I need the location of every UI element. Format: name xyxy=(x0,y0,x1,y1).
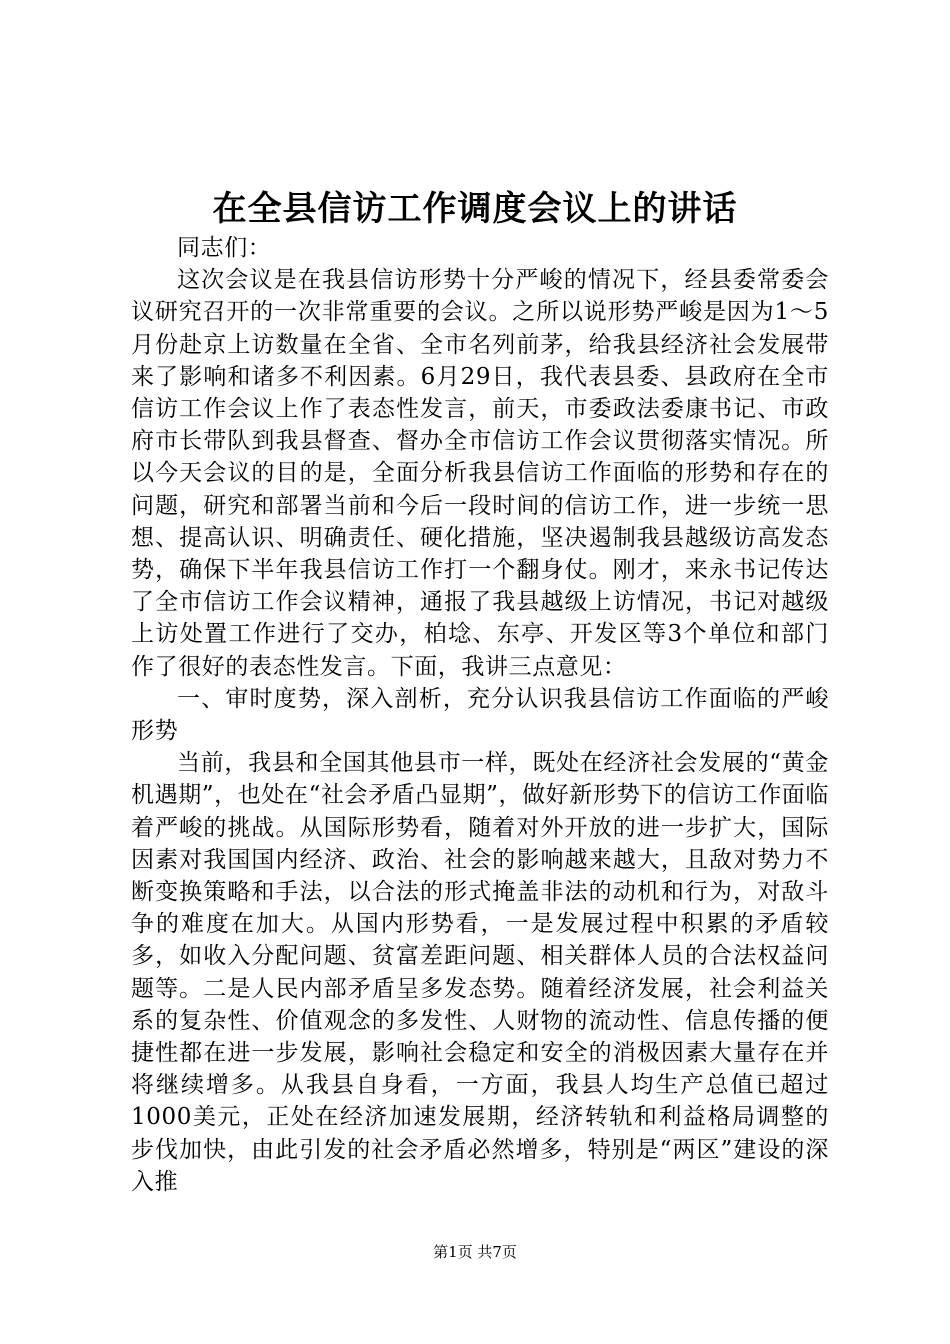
section-heading-1: 一、审时度势，深入剖析，充分认识我县信访工作面临的严峻形势 xyxy=(131,685,829,745)
document-title: 在全县信访工作调度会议上的讲话 xyxy=(212,189,738,229)
page-footer: 第1页 共7页 xyxy=(433,1243,517,1261)
body-paragraph: 当前，我县和全国其他县市一样，既处在经济社会发展的“黄金机遇期”，也处在“社会矛盾凸显期”，做好新形势下的信访工作面临着严峻的挑战。从国际形势看，随着对外开放的进一步扩大，国际因素对我国国内经济、政治、社会的影响越来越大，且敌对势力不断变换策略和手法，以合法的形式掩盖非法的动机和行为，对敌斗争的难度在加大。从国内形势看，一是发展过程中积累的矛盾较多，如收入分配问题、贫富差距问题、相关群体人员的合法权益问题等。二是人民内部矛盾呈多发态势。随着经济发展，社会利益关系的复杂性、价值观念的多发性、人财物的流动性、信息传播的便捷性都在进一步发展，影响社会稳定和安全的消极因素大量存在并将继续增多。从我县自身看，一方面，我县人均生产总值已超过1000美元，正处在经济加速发展期，经济转轨和利益格局调整的步伐加快，由此引发的社会矛盾必然增多，特别是“两区”建设的深入推 xyxy=(131,750,829,1195)
salutation-paragraph: 同志们： xyxy=(177,235,272,261)
document-body xyxy=(131,232,829,1198)
intro-paragraph: 这次会议是在我县信访形势十分严峻的情况下，经县委常委会议研究召开的一次非常重要的会议。之所以说形势严峻是因为1～5月份赴京上访数量在全省、全市名列前茅，给我县经济社会发展带来了影响和诸多不利因素。6月29日，我代表县委、县政府在全市信访工作会议上作了表态性发言，前天，市委政法委康书记、市政府市长带队到我县督查、督办全市信访工作会议贯彻落实情况。所以今天会议的目的是，全面分析我县信访工作面临的形势和存在的问题，研究和部署当前和今后一段时间的信访工作，进一步统一思想、提高认识、明确责任、硬化措施，坚决遏制我县越级访高发态势，确保下半年我县信访工作打一个翻身仗。刚才，来永书记传达了全市信访工作会议精神，通报了我县越级上访情况，书记对越级上访处置工作进行了交办，柏埝、东亭、开发区等3个单位和部门作了很好的表态性发言。下面，我讲三点意见： xyxy=(131,267,829,680)
